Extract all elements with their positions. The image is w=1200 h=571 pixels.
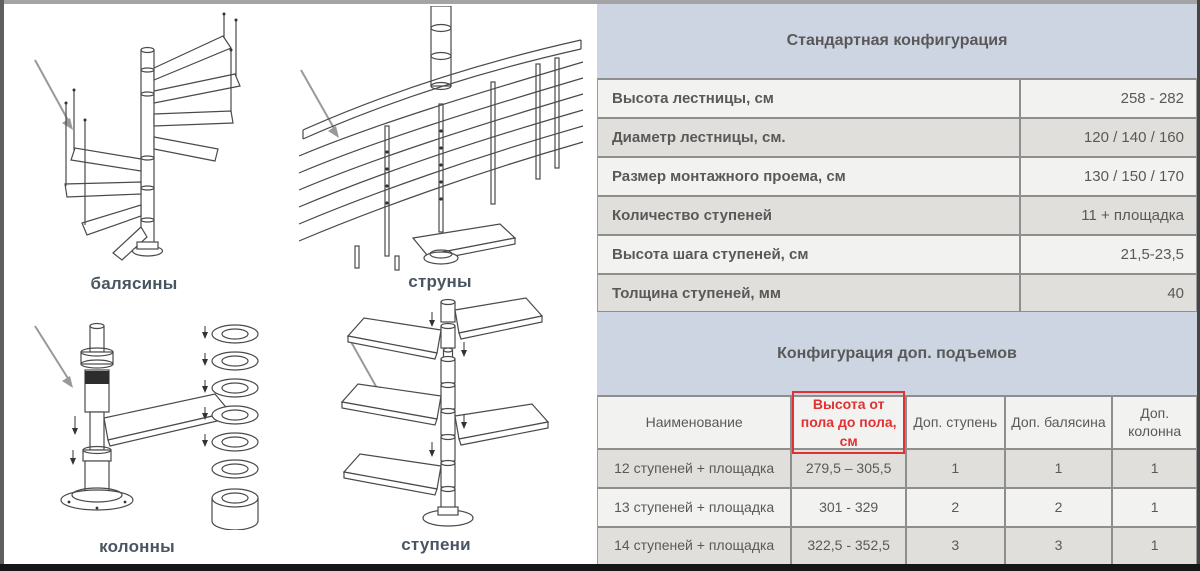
extra-step-count: 2 [905, 489, 1004, 526]
steps-drawing [330, 296, 565, 544]
columns-drawing [25, 318, 290, 530]
table-row [598, 156, 1196, 195]
spec-value: 11 + площадка [1019, 197, 1196, 234]
spec-label: Высота лестницы, см [612, 90, 774, 107]
strings-label: струны [408, 272, 472, 291]
pointer-arrow-icon [35, 60, 73, 130]
extra-column-count: 1 [1111, 528, 1196, 564]
table-row [598, 78, 1196, 117]
steps-label: ступени [401, 535, 471, 554]
table-row [598, 234, 1196, 273]
standard-config-title: Стандартная конфигурация [597, 4, 1197, 78]
config-name: 13 ступеней + площадка [614, 498, 775, 515]
standard-config-table [597, 78, 1197, 313]
column-header: Наименование [645, 413, 743, 430]
red-highlight-box: Высота от пола до пола, см [792, 391, 905, 454]
extra-baluster-count: 2 [1004, 489, 1112, 526]
spec-label: Количество ступеней [612, 207, 773, 224]
table-row [598, 195, 1196, 234]
rings-stack [202, 325, 258, 530]
config-name: 14 ступеней + площадка [614, 537, 775, 554]
spec-value: 130 / 150 / 170 [1019, 158, 1196, 195]
extra-step-count: 1 [905, 450, 1004, 487]
frame-top-edge [0, 0, 1200, 4]
spec-label: Толщина ступеней, мм [612, 284, 781, 302]
table-row [598, 273, 1196, 313]
height-range: 301 - 329 [790, 489, 905, 526]
column-header: Доп. балясина [1004, 397, 1112, 448]
table-row [598, 526, 1196, 564]
pointer-arrow-icon [35, 326, 73, 388]
additional-config-title: Конфигурация доп. подъемов [597, 312, 1197, 395]
column-header-highlighted [790, 397, 905, 448]
strings-drawing [295, 6, 585, 272]
table-header-row [598, 395, 1196, 448]
spec-value: 258 - 282 [1019, 80, 1196, 117]
spec-label: Высота шага ступеней, см [612, 246, 809, 263]
table-row [598, 448, 1196, 487]
spec-value: 120 / 140 / 160 [1019, 119, 1196, 156]
height-range: 279,5 – 305,5 [790, 450, 905, 487]
extra-column-count: 1 [1111, 450, 1196, 487]
table-row [598, 487, 1196, 526]
extra-baluster-count: 1 [1004, 450, 1112, 487]
balusters-drawing [25, 8, 290, 270]
table-row [598, 117, 1196, 156]
additional-config-table [597, 395, 1197, 564]
columns-label: колонны [99, 537, 175, 556]
spec-value: 21,5-23,5 [1019, 236, 1196, 273]
extra-baluster-count: 3 [1004, 528, 1112, 564]
extra-step-count: 3 [905, 528, 1004, 564]
spec-label: Размер монтажного проема, см [612, 168, 846, 185]
height-range: 322,5 - 352,5 [790, 528, 905, 564]
spec-value: 40 [1019, 275, 1196, 311]
config-name: 12 ступеней + площадка [614, 459, 775, 476]
column-header: Доп. колонна [1111, 397, 1196, 448]
extra-column-count: 1 [1111, 489, 1196, 526]
column-header: Доп. ступень [905, 397, 1004, 448]
balusters-label: балясины [90, 274, 178, 293]
spec-label: Диаметр лестницы, см. [612, 129, 786, 146]
frame-bottom-edge [0, 564, 1200, 571]
frame-left-edge [0, 0, 4, 571]
